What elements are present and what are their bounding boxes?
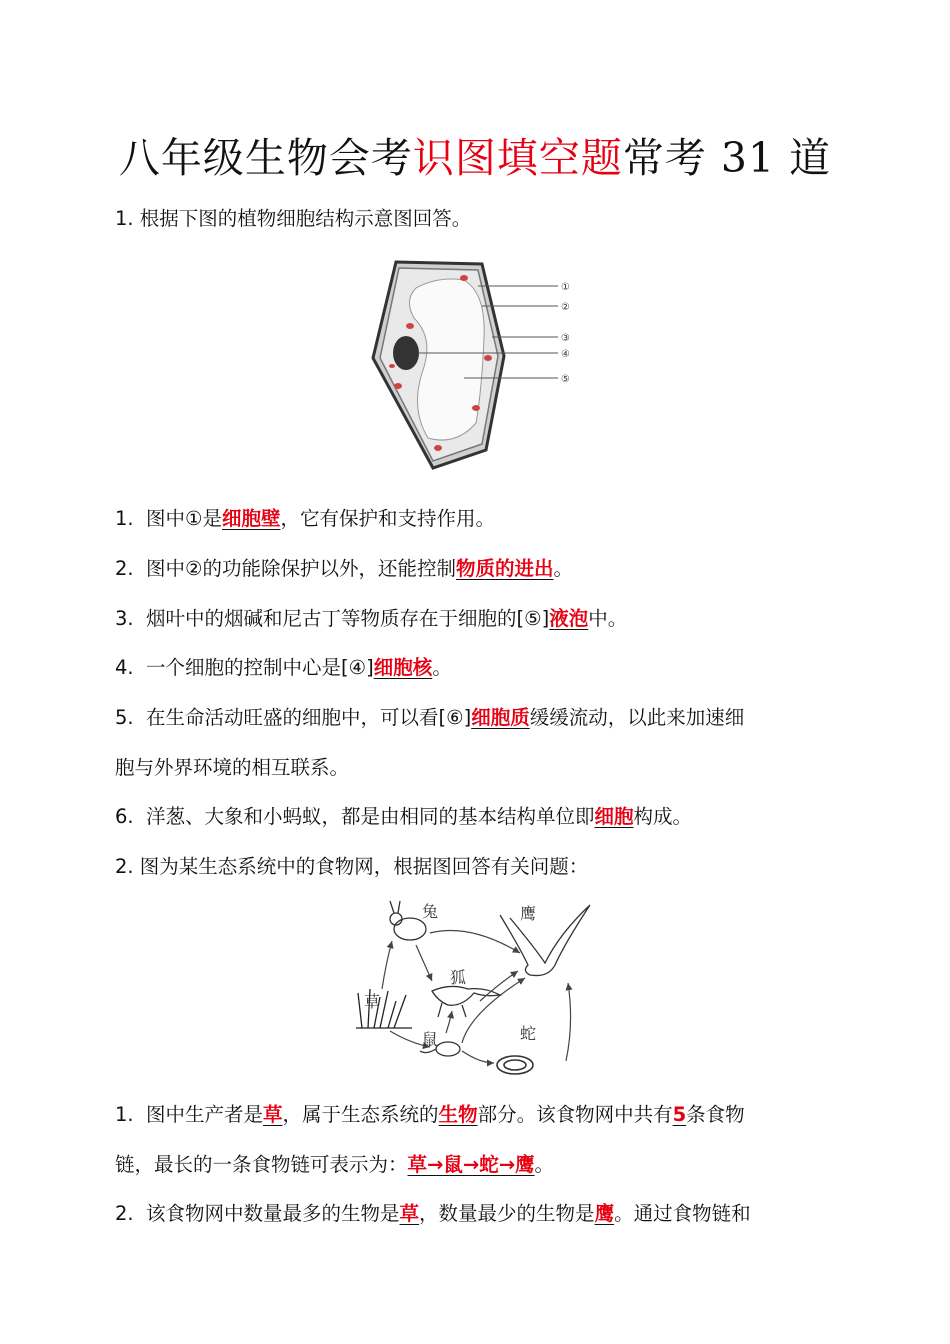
food-web-label-fox: 狐: [450, 968, 467, 987]
eagle-icon: [500, 905, 590, 976]
rabbit-icon: [390, 901, 426, 940]
cell-label-1: ①: [561, 282, 570, 293]
q2-item-2: 2. 该食物网中数量最多的生物是草，数量最少的生物是鹰。通过食物链和: [115, 1202, 751, 1225]
cell-label-2: ②: [561, 302, 570, 313]
q1-item-4: 4. 一个细胞的控制中心是[④]细胞核。: [115, 656, 452, 679]
food-web-label-rabbit: 兔: [422, 902, 439, 921]
cell-label-4: ④: [561, 349, 570, 360]
cell-label-3: ③: [561, 333, 570, 344]
snake-icon: [497, 1056, 533, 1074]
food-web-label-eagle: 鹰: [520, 904, 537, 923]
cell-label-5: ⑤: [561, 374, 570, 385]
food-web-label-snake: 蛇: [520, 1024, 537, 1043]
q1-item-6: 6. 洋葱、大象和小蚂蚁，都是由相同的基本结构单位即细胞构成。: [115, 805, 693, 828]
q2-heading: 2. 图为某生态系统中的食物网，根据图回答有关问题：: [115, 855, 589, 878]
page-title: 八年级生物会考识图填空题常考 31 道: [118, 134, 832, 182]
q1-item-3: 3. 烟叶中的烟碱和尼古丁等物质存在于细胞的[⑤]液泡中。: [115, 607, 628, 630]
plant-cell-figure: [368, 258, 583, 473]
q1-item-5-cont: 胞与外界环境的相互联系。: [115, 756, 350, 779]
q1-heading: 1. 根据下图的植物细胞结构示意图回答。: [115, 207, 472, 230]
food-web-figure: [350, 893, 610, 1088]
q1-item-2: 2. 图中②的功能除保护以外，还能控制物质的进出。: [115, 557, 574, 580]
fox-icon: [432, 986, 500, 1017]
q2-item-1: 1. 图中生产者是草，属于生态系统的生物部分。该食物网中共有5条食物: [115, 1103, 745, 1126]
q1-item-5: 5. 在生命活动旺盛的细胞中，可以看[⑥]细胞质缓缓流动，以此来加速细: [115, 706, 745, 729]
food-web-label-grass: 草: [364, 992, 381, 1011]
q1-item-1: 1. 图中①是细胞壁，它有保护和支持作用。: [115, 507, 496, 530]
food-web-label-mouse: 鼠: [422, 1030, 439, 1049]
q2-item-1-cont: 链，最长的一条食物链可表示为：草→鼠→蛇→鹰。: [115, 1153, 555, 1176]
